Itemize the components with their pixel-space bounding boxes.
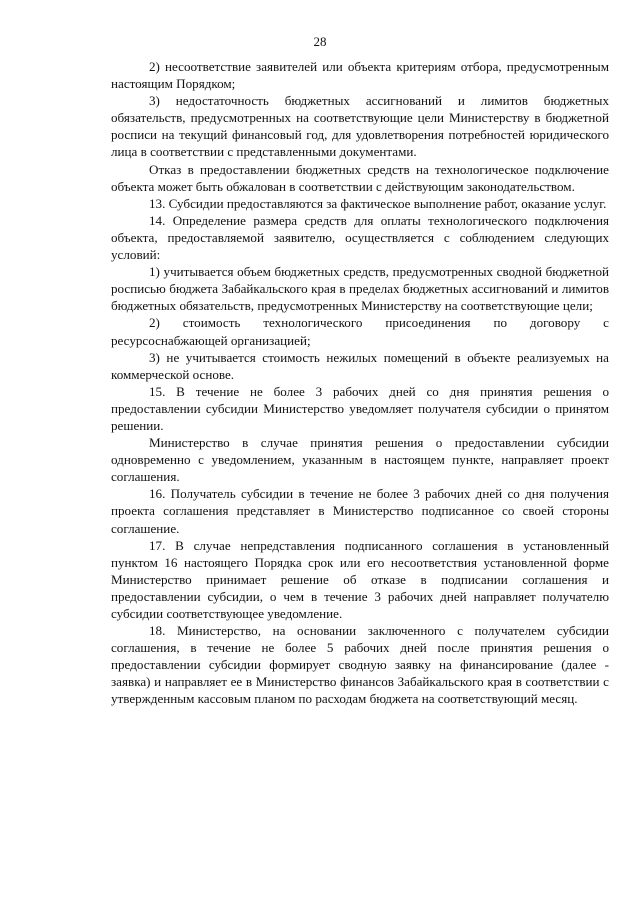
paragraph: 14. Определение размера средств для оплаты технологического подключения объекта, предоставляемой заявителю, осуществляется с соблюдением следующих условий:	[111, 212, 609, 263]
document-body	[111, 58, 609, 708]
paragraph: 2) стоимость технологического присоединения по договору с ресурсоснабжающей организацией;	[111, 315, 609, 348]
paragraph: 17. В случае непредставления подписанного соглашения в установленный пунктом 16 настоящего Порядка срок или его несоответствия установленной форме Министерство принимает решение об отказе в подписании соглашения и предоставлении субсидии, о чем в течение 3 рабочих дней направляет получателю субсидии соответствующее уведомление.	[111, 537, 609, 621]
paragraph: 18. Министерство, на основании заключенного с получателем субсидии соглашения, в течение не более 5 рабочих дней после принятия решения о предоставлении субсидии формирует сводную заявку на финансирование (далее - заявка) и направляет ее в Министерство финансов Забайкальского края в соответствии с утвержденным кассовым планом по расходам бюджета на соответствующий месяц.	[111, 623, 609, 707]
page-number: 28	[313, 34, 327, 49]
paragraph: 2) несоответствие заявителей или объекта критериям отбора, предусмотренным настоящим Порядком;	[111, 59, 609, 92]
paragraph: 16. Получатель субсидии в течение не более 3 рабочих дней со дня получения проекта соглашения представляет в Министерство подписанное со своей стороны соглашение.	[111, 486, 609, 536]
paragraph: 13. Субсидии предоставляются за фактическое выполнение работ, оказание услуг.	[149, 195, 607, 211]
paragraph: 3) не учитывается стоимость нежилых помещений в объекте реализуемых на коммерческой основе.	[111, 349, 609, 382]
paragraph: Отказ в предоставлении бюджетных средств на технологическое подключение объекта может быть обжалован в соответствии с действующим законодательством.	[111, 161, 609, 194]
paragraph: Министерство в случае принятия решения о предоставлении субсидии одновременно с уведомлением, указанным в настоящем пункте, направляет проект соглашения.	[111, 435, 609, 485]
paragraph: 15. В течение не более 3 рабочих дней со дня принятия решения о предоставлении субсидии Министерство уведомляет получателя субсидии о принятом решении.	[111, 383, 609, 433]
paragraph: 3) недостаточность бюджетных ассигнований и лимитов бюджетных обязательств, предусмотренных на соответствующие цели Министерству в бюджетной росписи на текущий финансовый год, для удовлетворения потребностей юридического лица в соответствии с представленными документами.	[111, 93, 609, 160]
paragraph: 1) учитывается объем бюджетных средств, предусмотренных сводной бюджетной росписью бюджета Забайкальского края в пределах бюджетных ассигнований и лимитов бюджетных обязательств, предусмотренных Министерству на соответствующие цели;	[111, 264, 609, 314]
